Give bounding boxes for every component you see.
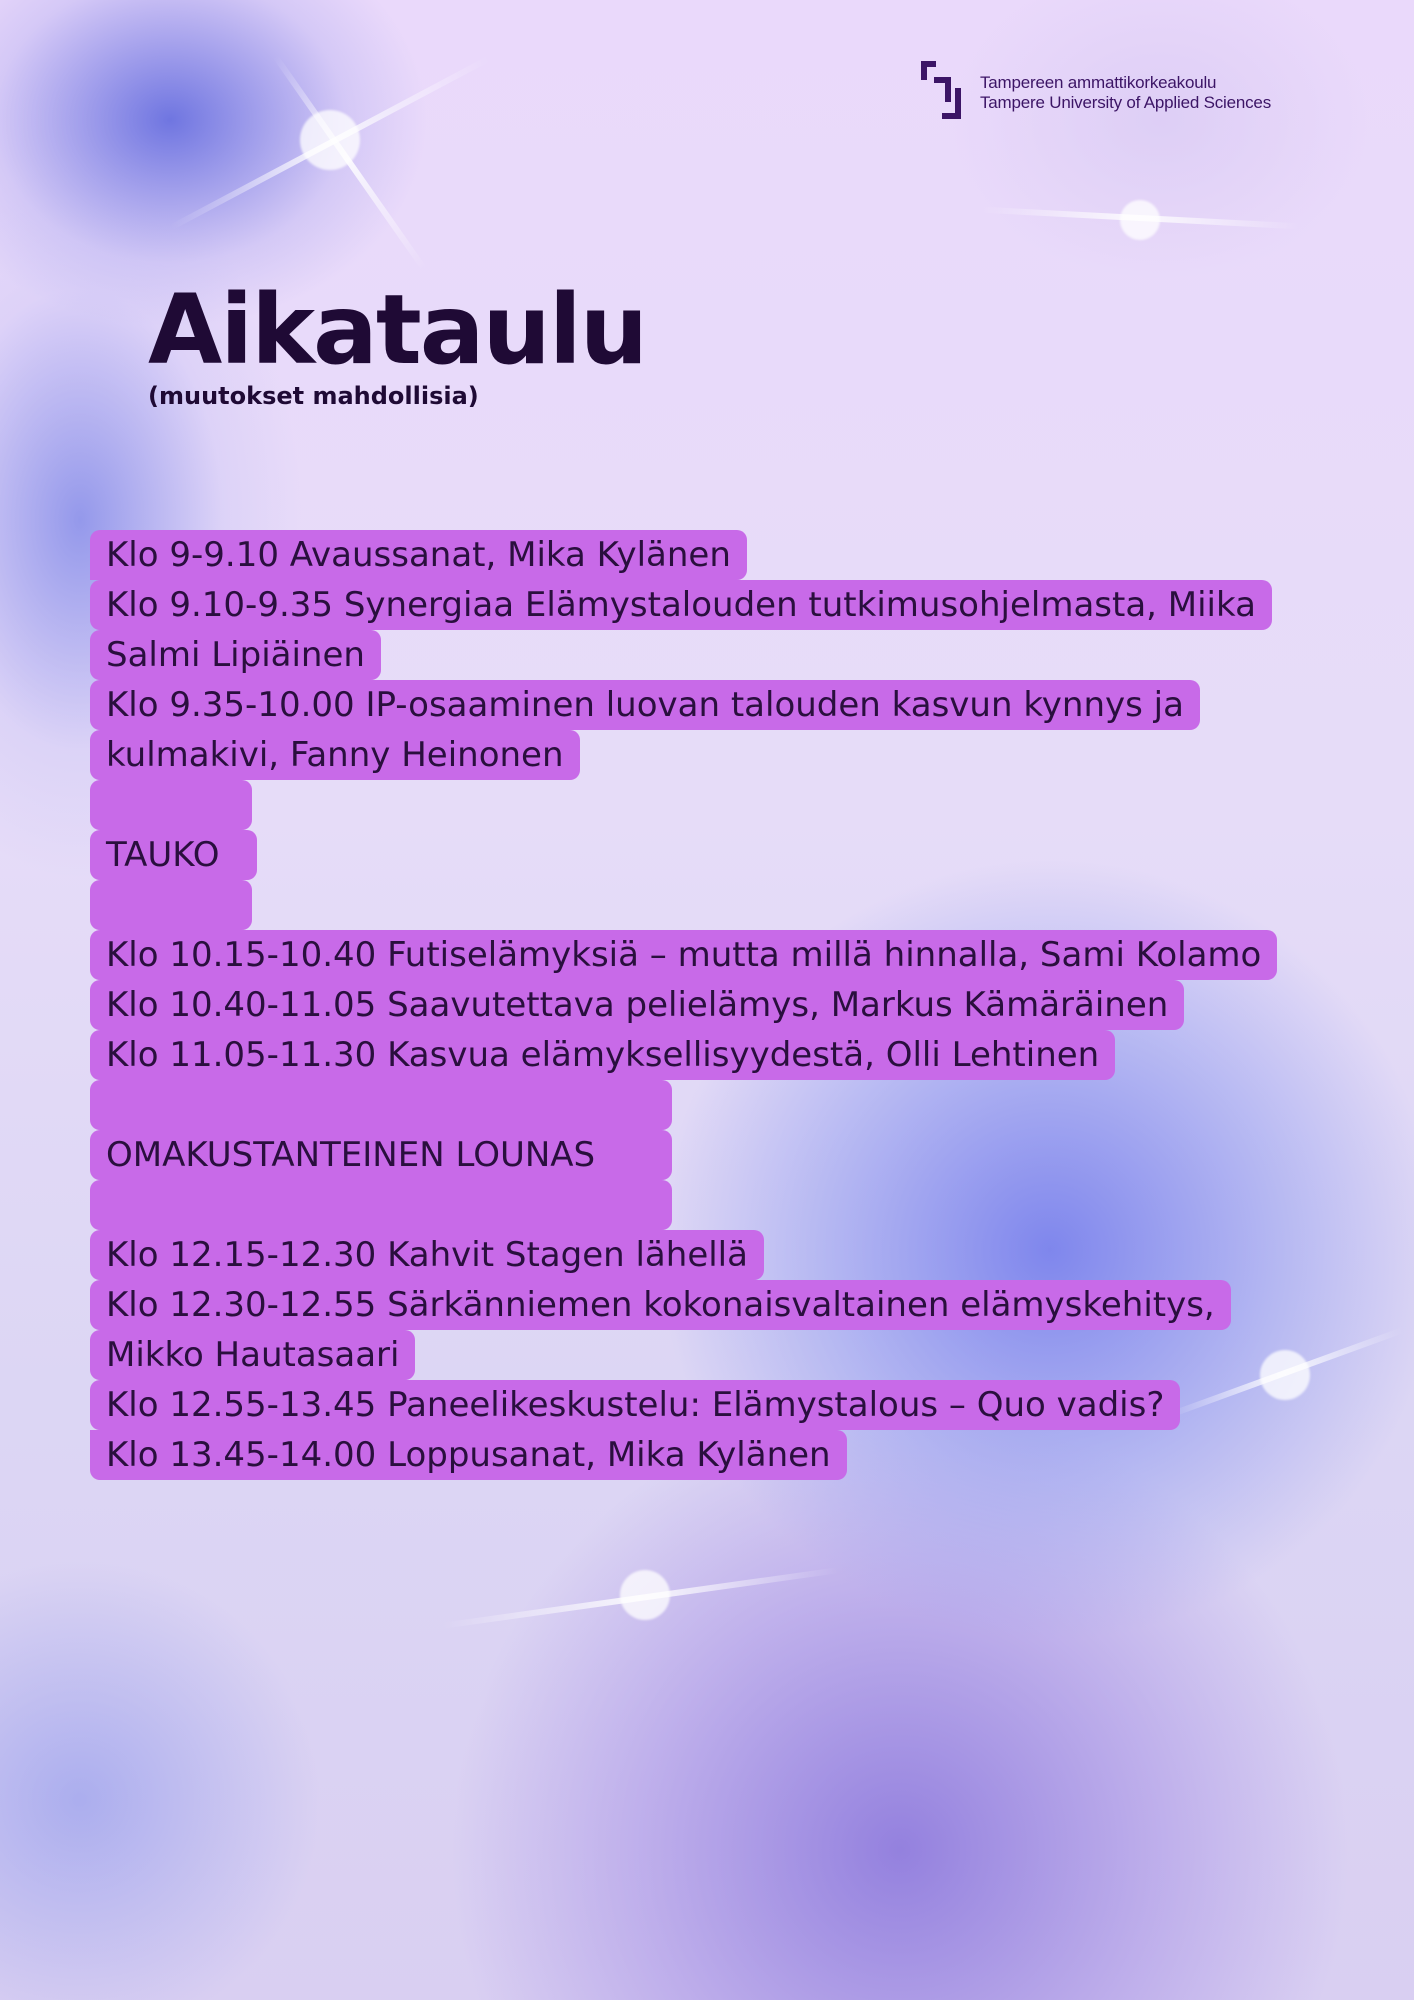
tamk-logo-icon [918,58,970,128]
schedule-line: Klo 9-9.10 Avaussanat, Mika Kylänen [90,530,747,580]
schedule-spacer [90,880,252,930]
schedule-line: Klo 11.05-11.30 Kasvua elämyksellisyydestä, Olli Lehtinen [90,1030,1115,1080]
schedule-line: Mikko Hautasaari [90,1330,415,1380]
logo-name-fi: Tampereen ammattikorkeakoulu [980,73,1217,92]
schedule-line: Klo 13.45-14.00 Loppusanat, Mika Kylänen [90,1430,847,1480]
schedule-spacer [90,1080,672,1130]
schedule-line: Klo 10.15-10.40 Futiselämyksiä – mutta millä hinnalla, Sami Kolamo [90,930,1277,980]
sparkle-ray-decoration [170,56,491,230]
schedule-line: Klo 9.35-10.00 IP-osaaminen luovan talouden kasvun kynnys ja [90,680,1200,730]
schedule-line: kulmakivi, Fanny Heinonen [90,730,580,780]
schedule-break-label: TAUKO [90,830,257,880]
page-subtitle: (muutokset mahdollisia) [148,382,479,410]
logo-name-en: Tampere University of Applied Sciences [980,93,1271,112]
schedule-line: Klo 12.15-12.30 Kahvit Stagen lähellä [90,1230,764,1280]
schedule-line: Salmi Lipiäinen [90,630,381,680]
schedule-line: Klo 10.40-11.05 Saavutettava pelielämys, Markus Kämäräinen [90,980,1184,1030]
page-title: Aikataulu [148,274,647,386]
schedule-spacer [90,1180,672,1230]
schedule-list [90,530,1277,1480]
schedule-spacer [90,780,252,830]
logo-text [980,73,1271,113]
tamk-logo [918,58,1271,128]
schedule-line: Klo 12.30-12.55 Särkänniemen kokonaisvaltainen elämyskehitys, [90,1280,1231,1330]
schedule-line: Klo 12.55-13.45 Paneelikeskustelu: Elämystalous – Quo vadis? [90,1380,1180,1430]
schedule-lunch-label: OMAKUSTANTEINEN LOUNAS [90,1130,672,1180]
schedule-line: Klo 9.10-9.35 Synergiaa Elämystalouden tutkimusohjelmasta, Miika [90,580,1272,630]
